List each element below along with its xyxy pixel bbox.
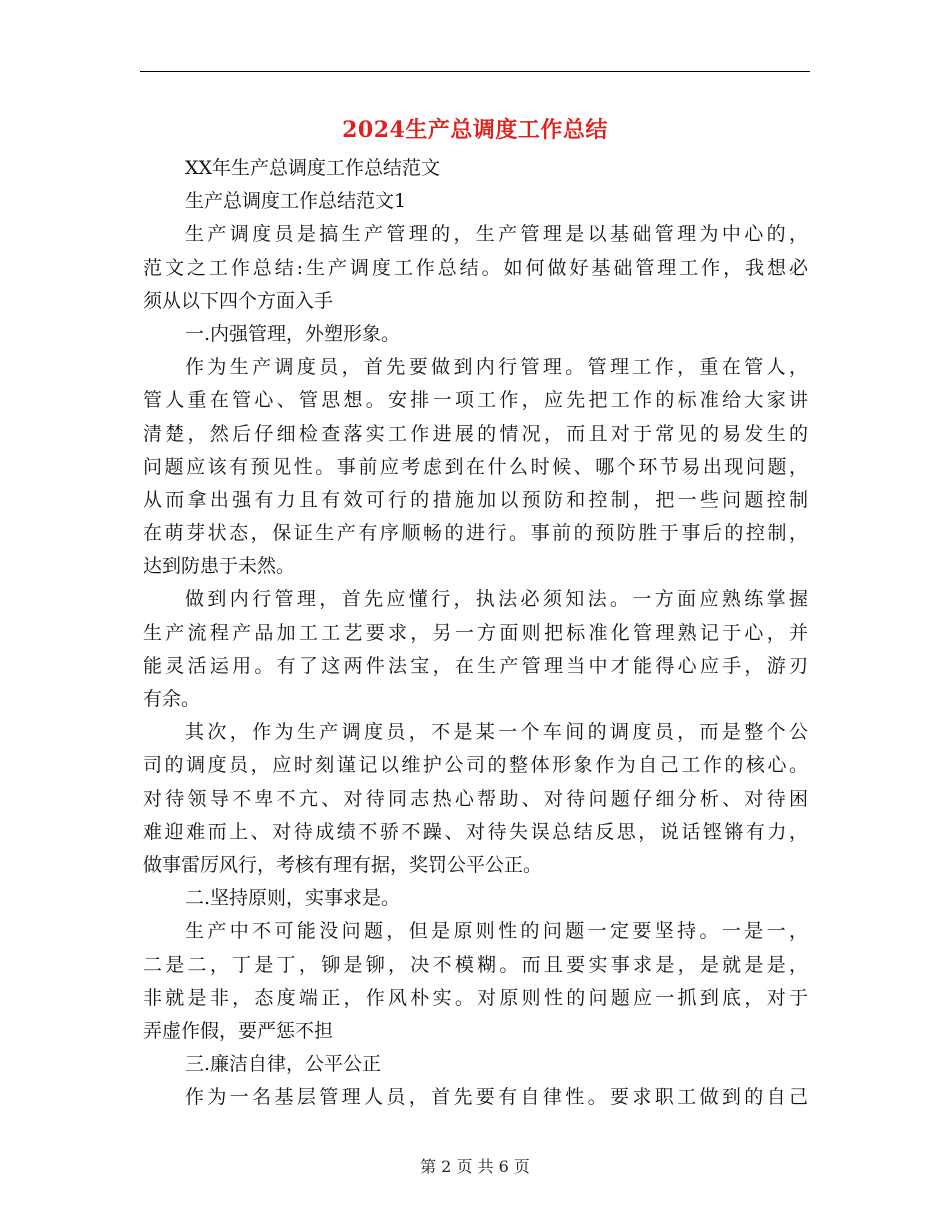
text-line: 从而拿出强有力且有效可行的措施加以预防和控制，把一些问题控制 bbox=[143, 488, 808, 511]
text-line: 范文之工作总结:生产调度工作总结。如何做好基础管理工作，我想必 bbox=[143, 256, 808, 279]
text-line: XX年生产总调度工作总结范文 bbox=[185, 157, 441, 179]
text-line: 问题应该有预见性。事前应考虑到在什么时候、哪个环节易出现问题， bbox=[143, 455, 808, 478]
text-line: 作为一名基层管理人员，首先要有自律性。要求职工做到的自己 bbox=[185, 1086, 808, 1109]
text-line: 生产调度员是搞生产管理的，生产管理是以基础管理为中心的， bbox=[185, 223, 808, 246]
text-line: 作为生产调度员，首先要做到内行管理。管理工作，重在管人， bbox=[185, 356, 808, 379]
document-title: 2024生产总调度工作总结 bbox=[342, 117, 608, 143]
text-line: 对待领导不卑不亢、对待同志热心帮助、对待问题仔细分析、对待困 bbox=[143, 787, 808, 810]
text-line: 二.坚持原则，实事求是。 bbox=[185, 887, 401, 910]
text-line: 须从以下四个方面入手 bbox=[143, 289, 334, 312]
text-line: 非就是非，态度端正，作风朴实。对原则性的问题应一抓到底，对于 bbox=[143, 986, 808, 1009]
text-line: 清楚，然后仔细检查落实工作进展的情况，而且对于常见的易发生的 bbox=[143, 422, 808, 445]
text-line: 生产总调度工作总结范文1 bbox=[185, 190, 407, 213]
text-line: 做事雷厉风行，考核有理有据，奖罚公平公正。 bbox=[143, 853, 543, 876]
text-line: 一.内强管理，外塑形象。 bbox=[185, 322, 401, 345]
document-body bbox=[143, 152, 808, 1114]
text-line: 有余。 bbox=[143, 688, 201, 710]
text-line: 难迎难而上、对待成绩不骄不躁、对待失误总结反思，说话铿锵有力， bbox=[143, 820, 808, 843]
text-line: 三.廉洁自律，公平公正 bbox=[185, 1053, 382, 1076]
page-number: 第 2 页 共 6 页 bbox=[420, 1157, 530, 1176]
header-rule bbox=[140, 71, 810, 72]
text-line: 能灵活运用。有了这两件法宝，在生产管理当中才能得心应手，游刃 bbox=[143, 654, 808, 677]
text-line: 司的调度员，应时刻谨记以维护公司的整体形象作为自己工作的核心。 bbox=[143, 754, 808, 777]
text-line: 其次，作为生产调度员，不是某一个车间的调度员，而是整个公 bbox=[185, 721, 808, 744]
text-line: 做到内行管理，首先应懂行，执法必须知法。一方面应熟练掌握 bbox=[185, 588, 808, 611]
text-line: 生产流程产品加工工艺要求，另一方面则把标准化管理熟记于心，并 bbox=[143, 621, 808, 644]
text-line: 达到防患于未然。 bbox=[143, 555, 296, 578]
text-line: 管人重在管心、管思想。安排一项工作，应先把工作的标准给大家讲 bbox=[143, 389, 808, 412]
text-line: 二是二，丁是丁，铆是铆，决不模糊。而且要实事求是，是就是是， bbox=[143, 953, 808, 976]
text-line: 在萌芽状态，保证生产有序顺畅的进行。事前的预防胜于事后的控制， bbox=[143, 522, 808, 545]
text-line: 弄虚作假，要严惩不担 bbox=[143, 1019, 334, 1042]
text-line: 生产中不可能没问题，但是原则性的问题一定要坚持。一是一， bbox=[185, 920, 808, 943]
